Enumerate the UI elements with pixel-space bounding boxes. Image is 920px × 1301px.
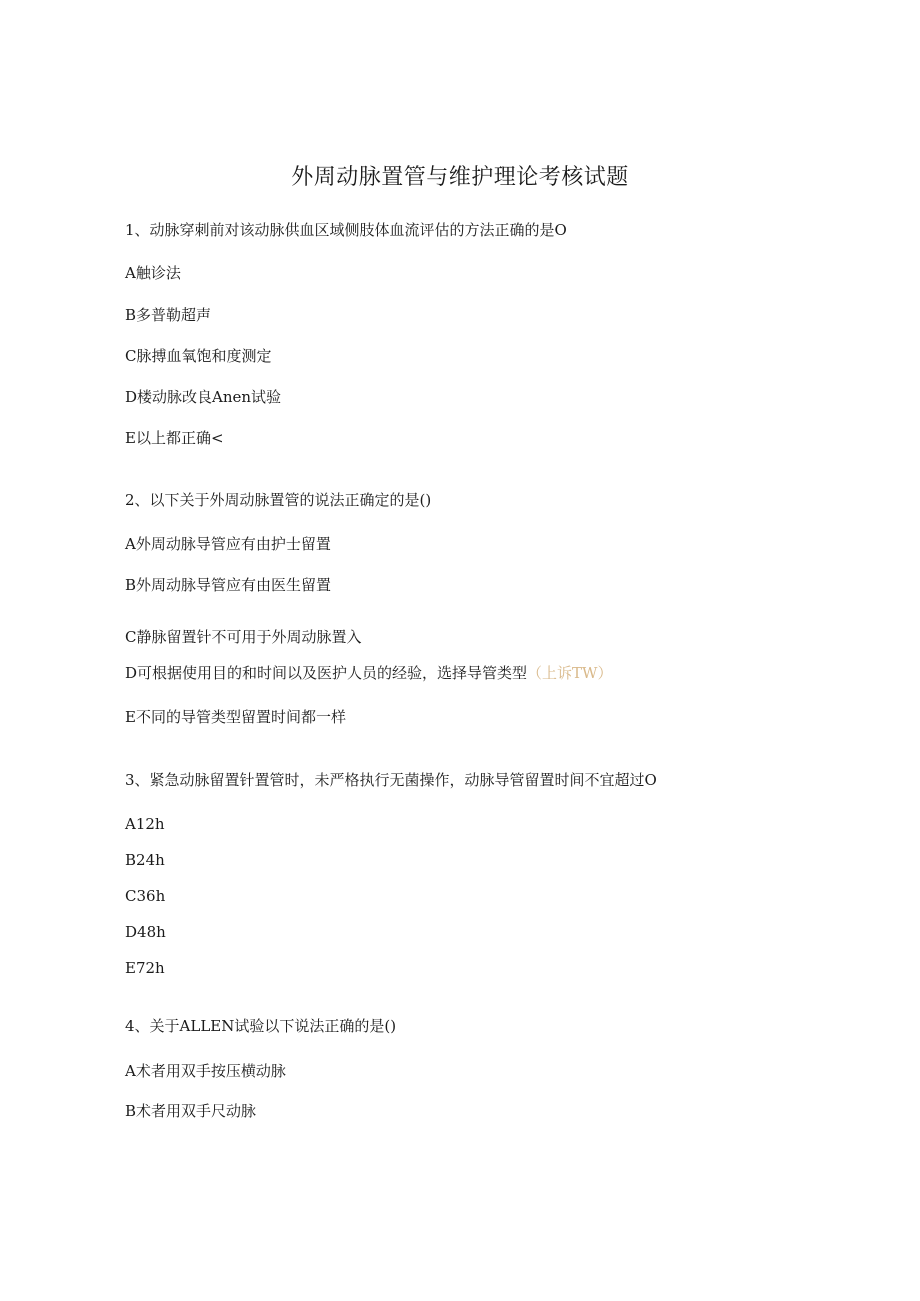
document-title: 外周动脉置管与维护理论考核试题 [291,165,629,190]
question-3-option-b: B24h [125,851,165,869]
question-3-option-c: C36h [125,887,166,905]
question-1-stem: 1、动脉穿刺前对该动脉供血区域侧肢体血流评估的方法正确的是O [125,221,567,239]
question-4-option-b: B术者用双手尺动脉 [125,1102,257,1120]
question-2-option-b: B外周动脉导管应有由医生留置 [125,576,332,594]
question-2-option-d-text: D可根据使用目的和时间以及医护人员的经验，选择导管类型 [125,664,528,682]
question-1-option-b: B多普勒超声 [125,306,212,324]
question-1-option-e: E以上都正确< [125,429,224,447]
question-4-option-a: A术者用双手按压横动脉 [125,1062,286,1080]
question-2-option-d-note: （上诉TW） [527,664,613,682]
question-3-option-a: A12h [125,815,165,833]
question-2-stem: 2、以下关于外周动脉置管的说法正确定的是() [125,491,432,509]
question-1-option-a: A触诊法 [125,264,181,282]
question-4-stem: 4、关于ALLEN试验以下说法正确的是() [125,1017,397,1035]
question-3-option-e: E72h [125,959,165,977]
question-2-option-a: A外周动脉导管应有由护士留置 [125,535,331,553]
question-1-option-c: C脉搏血氧饱和度测定 [125,347,272,365]
question-2-option-e: E不同的导管类型留置时间都一样 [125,708,346,726]
question-1-option-d: D楼动脉改良Anen试验 [125,388,282,406]
question-2-option-c: C静脉留置针不可用于外周动脉置入 [125,628,362,646]
question-2-option-d [125,662,612,684]
question-3-option-d: D48h [125,923,166,941]
question-3-stem: 3、紧急动脉留置针置管时，未严格执行无菌操作，动脉导管留置时间不宜超过O [125,771,657,789]
